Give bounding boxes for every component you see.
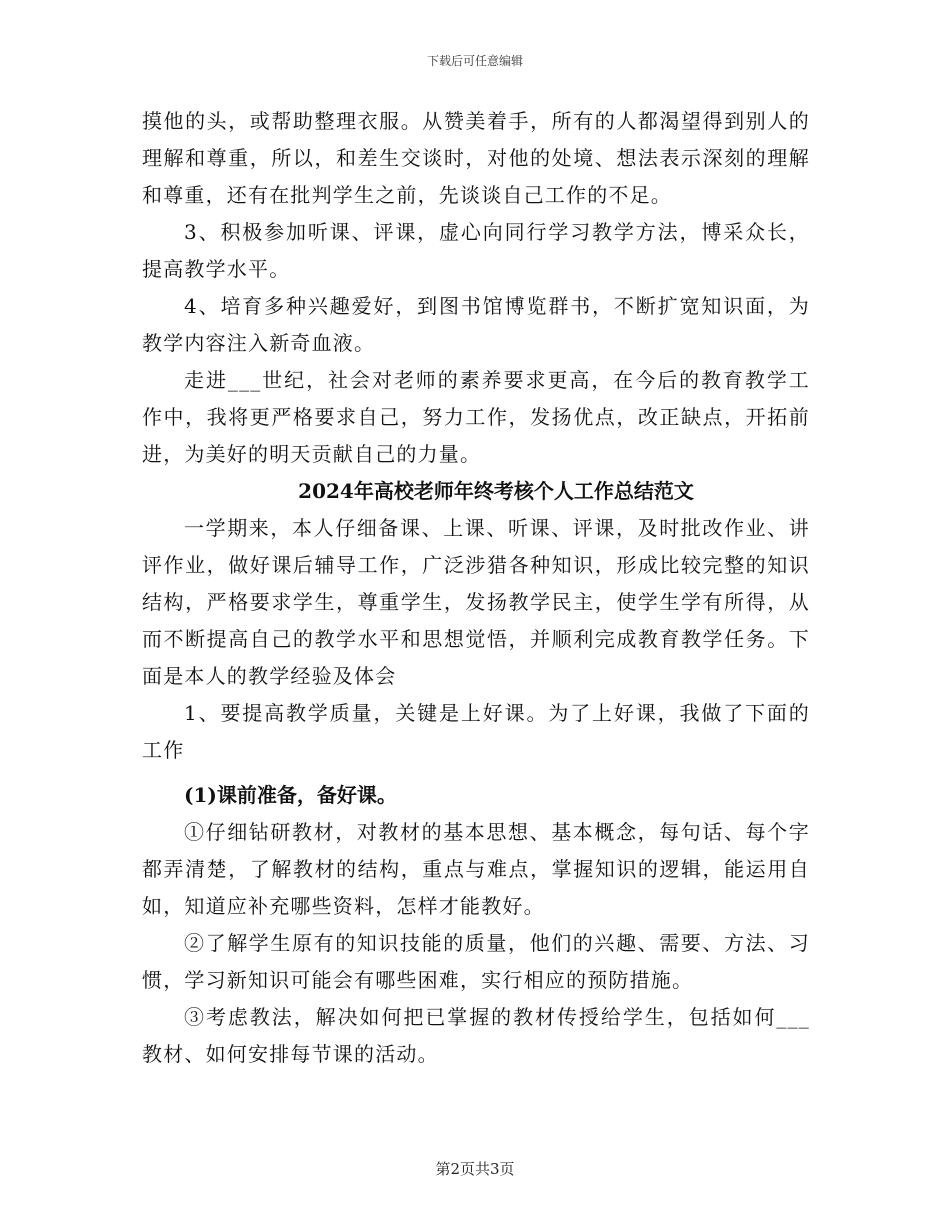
paragraph-sub-2: ②了解学生原有的知识技能的质量，他们的兴趣、需要、方法、习惯，学习新知识可能会有哪些困难，实行相应的预防措施。 xyxy=(142,931,810,992)
page-number: 第2页共3页 xyxy=(435,1160,515,1178)
paragraph-continuation: 摸他的头，或帮助整理衣服。从赞美着手，所有的人都渴望得到别人的理解和尊重，所以，和差生交谈时，对他的处境、想法表示深刻的理解和尊重，还有在批判学生之前，先谈谈自己工作的不足。 xyxy=(142,109,810,207)
paragraph-item-4: 4、培育多种兴趣爱好，到图书馆博览群书，不断扩宽知识面，为教学内容注入新奇血液。 xyxy=(142,294,810,355)
paragraph-sub-1: ①仔细钻研教材，对教材的基本思想、基本概念，每句话、每个字都弄清楚，了解教材的结构，重点与难点，掌握知识的逻辑，能运用自如，知道应补充哪些资料，怎样才能教好。 xyxy=(142,820,810,918)
paragraph-item-3: 3、积极参加听课、评课，虚心向同行学习教学方法，博采众长，提高教学水平。 xyxy=(142,220,810,281)
page-header-note: 下载后可任意编辑 xyxy=(426,54,523,68)
section-title: 2024年高校老师年终考核个人工作总结范文 xyxy=(298,479,694,503)
paragraph-point-1: 1、要提高教学质量，关键是上好课。为了上好课，我做了下面的工作 xyxy=(142,701,810,762)
paragraph-intro: 一学期来，本人仔细备课、上课、听课、评课，及时批改作业、讲评作业，做好课后辅导工作，广泛涉猎各种知识，形成比较完整的知识结构，严格要求学生，尊重学生，发扬教学民主，使学生学有所得，从而不断提高自己的教学水平和思想觉悟，并顺利完成教育教学任务。下面是本人的教学经验及体会 xyxy=(142,516,810,688)
paragraph-closing: 走进___世纪，社会对老师的素养要求更高，在今后的教育教学工作中，我将更严格要求自己，努力工作，发扬优点，改正缺点，开拓前进，为美好的明天贡献自己的力量。 xyxy=(142,368,810,466)
subheading-lesson-prep: (1)课前准备，备好课。 xyxy=(184,783,397,807)
paragraph-sub-3: ③考虑教法，解决如何把已掌握的教材传授给学生，包括如何___教材、如何安排每节课的活动。 xyxy=(142,1005,810,1066)
document-body xyxy=(142,103,810,1073)
